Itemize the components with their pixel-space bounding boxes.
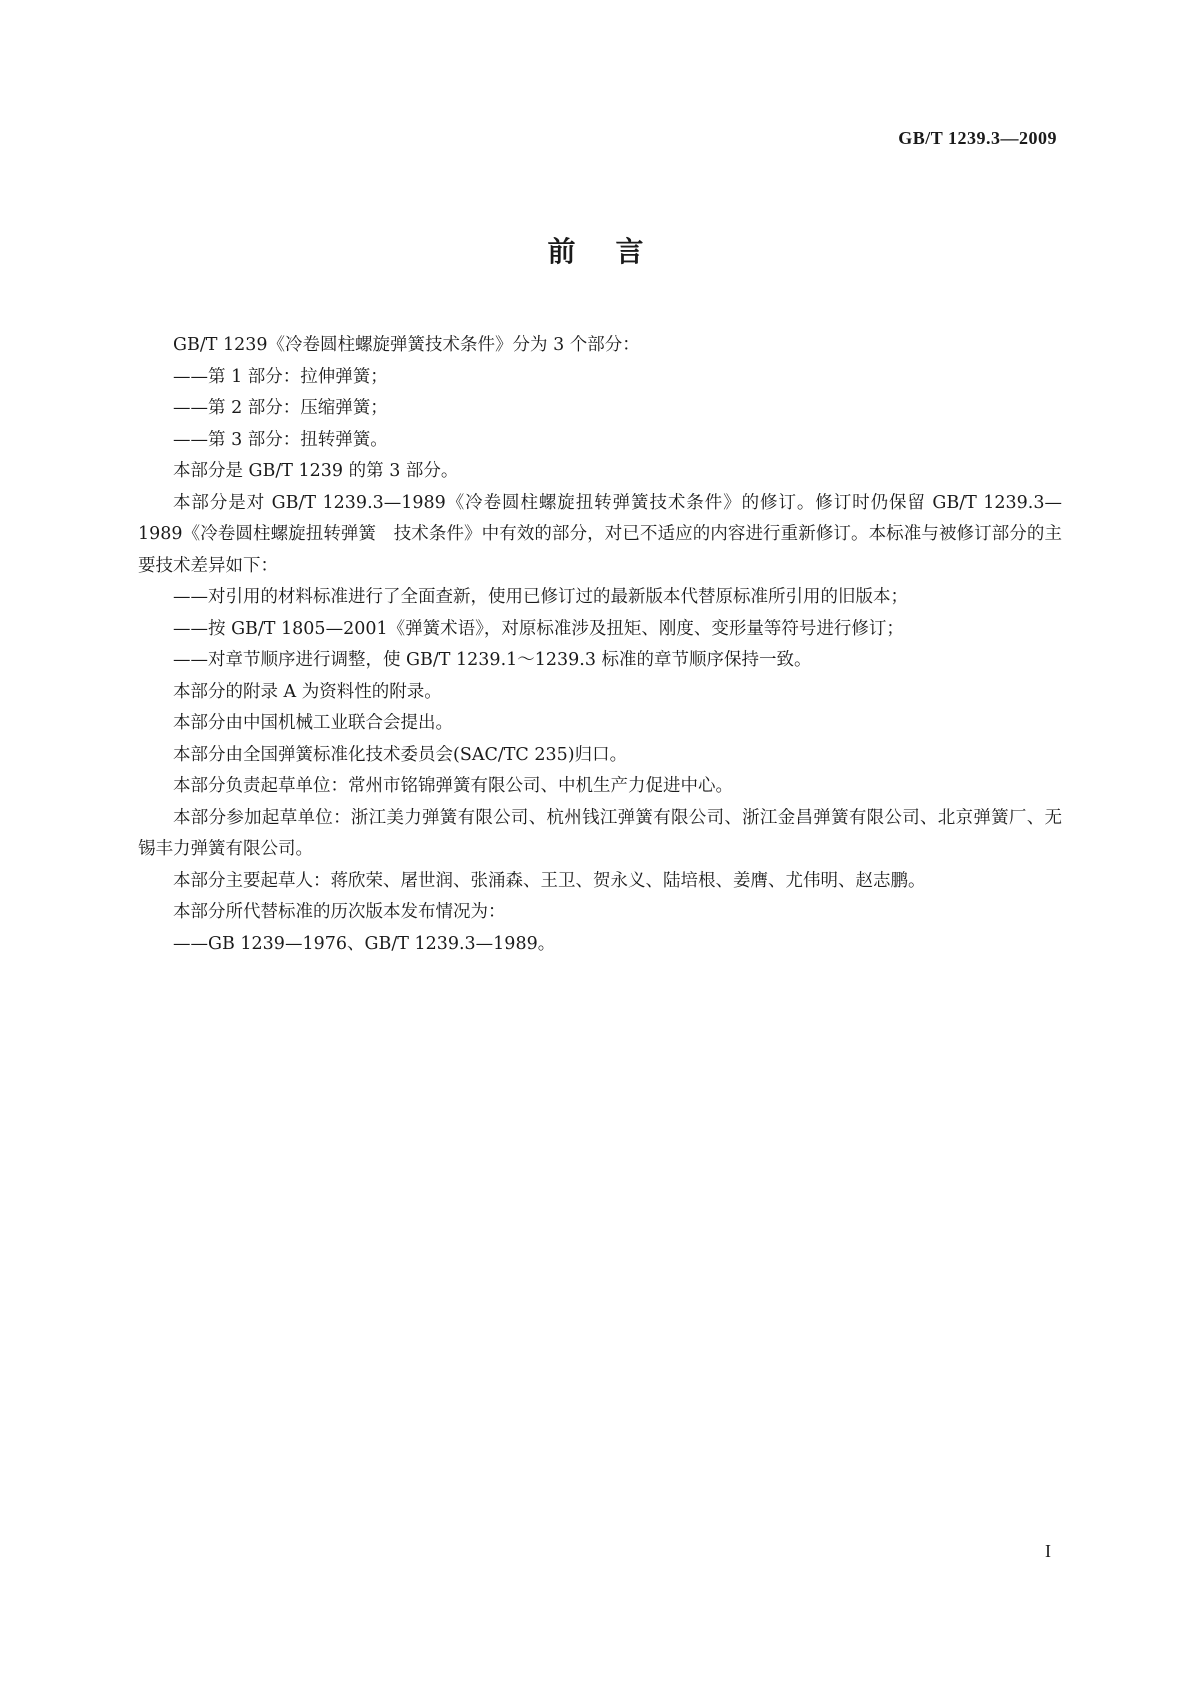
page-number: I (1045, 1541, 1051, 1561)
preface-body (138, 330, 1062, 960)
paragraph: 本部分的附录 A 为资料性的附录。 (173, 681, 442, 702)
paragraph: 本部分负责起草单位：常州市铭锦弹簧有限公司、中机生产力促进中心。 (173, 776, 733, 796)
list-item: ——GB 1239—1976、GB/T 1239.3—1989。 (173, 933, 556, 954)
paragraph: 本部分参加起草单位：浙江美力弹簧有限公司、杭州钱江弹簧有限公司、浙江金昌弹簧有限公司、北京弹簧厂、无锡丰力弹簧有限公司。 (138, 807, 1062, 859)
list-item: ——第 1 部分：拉伸弹簧； (173, 366, 388, 387)
list-item: ——对章节顺序进行调整，使 GB/T 1239.1～1239.3 标准的章节顺序保持一致。 (173, 650, 812, 670)
list-item: ——对引用的材料标准进行了全面查新，使用已修订过的最新版本代替原标准所引用的旧版本； (173, 587, 908, 607)
paragraph: 本部分是 GB/T 1239 的第 3 部分。 (173, 461, 459, 481)
list-item: ——按 GB/T 1805—2001《弹簧术语》，对原标准涉及扭矩、刚度、变形量等符号进行修订； (173, 618, 904, 639)
paragraph: 本部分是对 GB/T 1239.3—1989《冷卷圆柱螺旋扭转弹簧技术条件》的修订。修订时仍保留 GB/T 1239.3—1989《冷卷圆柱螺旋扭转弹簧 技术条件》中有效的部分，对已不适应的内容进行重新修订。本标准与被修订部分的主要技术差异如下： (138, 492, 1062, 576)
list-item: ——第 2 部分：压缩弹簧； (173, 398, 388, 418)
page-title: 前言 (547, 235, 684, 268)
paragraph: 本部分主要起草人：蒋欣荣、屠世润、张涌森、王卫、贺永义、陆培根、姜膺、尤伟明、赵志鹏。 (173, 870, 926, 891)
paragraph: 本部分由中国机械工业联合会提出。 (173, 713, 453, 733)
paragraph: 本部分所代替标准的历次版本发布情况为： (173, 902, 506, 922)
paragraph: GB/T 1239《冷卷圆柱螺旋弹簧技术条件》分为 3 个部分： (173, 335, 640, 355)
list-item: ——第 3 部分：扭转弹簧。 (173, 429, 388, 450)
standard-code: GB/T 1239.3—2009 (898, 128, 1057, 148)
paragraph: 本部分由全国弹簧标准化技术委员会(SAC/TC 235)归口。 (173, 744, 628, 765)
